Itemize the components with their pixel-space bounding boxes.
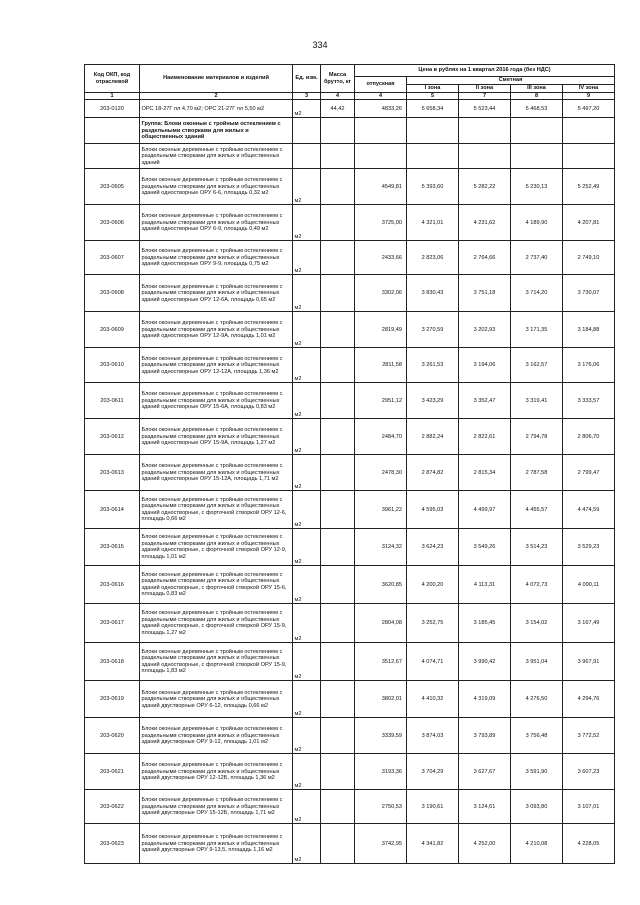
row-zone4-price: 3 730,07 [563,275,615,312]
row-mass [321,348,355,383]
row-zone2-price: 4 499,97 [459,491,511,529]
table-row [85,241,615,275]
row-code: 203-0616 [85,566,140,604]
row-name: Блоки оконные деревянные с тройным остеклением с раздельными створками для жилых и общественных зданий одностворные ОРУ 12-9А, площадь 1,01 м2 [140,312,293,348]
row-zone1-price: 3 874,03 [407,718,459,754]
row-unit: м2 [293,718,321,754]
col-number: 3 [293,93,321,100]
row-zone1-price: 3 423,29 [407,383,459,419]
row-unit: м2 [293,169,321,205]
row-unit: м2 [293,100,321,118]
row-zone2-price: 4 252,00 [459,824,511,864]
row-zone4-price: 5 497,20 [563,100,615,118]
row-release-price: 3802,01 [355,681,407,718]
row-release-price: 3124,32 [355,529,407,566]
row-zone2-price: 3 202,93 [459,312,511,348]
table-row [85,681,615,718]
header-zone4: IV зона [563,85,615,93]
table-row [85,790,615,824]
row-zone3-price: 3 756,48 [511,718,563,754]
row-zone1-price: 3 624,23 [407,529,459,566]
table-row [85,754,615,790]
row-unit: м2 [293,566,321,604]
row-zone2-price: 5 282,22 [459,169,511,205]
row-name: Блоки оконные деревянные с тройным остеклением с раздельными створками для жилых и общественных зданий одностворные, с форточной створкой ОРУ 12-6, площадь 0,66 м2 [140,491,293,529]
row-zone2-price: 3 124,61 [459,790,511,824]
row-name: Блоки оконные деревянные с тройным остеклением с раздельными створками для жилых и общественных зданий одностворные ОРУ 15-12А, площадь 1,71 м2 [140,455,293,491]
row-release-price: 4549,81 [355,169,407,205]
header-code: Код ОКП, код отраслевой [85,65,140,93]
col-number: 2 [140,93,293,100]
table-row [85,348,615,383]
row-code: 203-0623 [85,824,140,864]
row-release-price: 2951,12 [355,383,407,419]
row-unit: м2 [293,383,321,419]
row-zone4-price: 2 749,10 [563,241,615,275]
row-mass [321,566,355,604]
row-zone4-price: 4 090,11 [563,566,615,604]
page-number: 334 [312,40,328,50]
header-estimate: Сметная [407,77,615,85]
row-zone1-price: 5 393,60 [407,169,459,205]
row-mass [321,643,355,681]
row-zone2-price: 3 751,18 [459,275,511,312]
row-code: 203-0618 [85,643,140,681]
row-zone4-price: 4 207,81 [563,205,615,241]
row-code: 203-0606 [85,205,140,241]
row-unit: м2 [293,205,321,241]
row-zone4-price: 3 184,88 [563,312,615,348]
row-mass [321,419,355,455]
row-mass [321,455,355,491]
table-row [85,643,615,681]
row-unit: м2 [293,312,321,348]
row-zone4-price: 4 474,59 [563,491,615,529]
row-zone4-price: 3 333,57 [563,383,615,419]
header-zone2: II зона [459,85,511,93]
row-zone3-price: 4 189,90 [511,205,563,241]
row-zone1-price: 4 200,20 [407,566,459,604]
row-name: Блоки оконные деревянные с тройным остеклением с раздельными створками для жилых и общественных зданий двустворные ОРУ 9-12, площадь 1,01 м2 [140,718,293,754]
row-zone2-price: 5 523,44 [459,100,511,118]
row-unit: м2 [293,824,321,864]
row-release-price: 2478,30 [355,455,407,491]
row-unit: м2 [293,643,321,681]
row-unit: м2 [293,455,321,491]
row-zone1-price: 4 410,32 [407,681,459,718]
row-zone2-price: 3 549,26 [459,529,511,566]
row-zone2-price: 3 627,67 [459,754,511,790]
row-unit: м2 [293,604,321,643]
row-zone3-price: 5 468,53 [511,100,563,118]
row-release-price: 2433,66 [355,241,407,275]
row-release-price: 2804,08 [355,604,407,643]
row-name: Блоки оконные деревянные с тройным остеклением с раздельными створками для жилых и общественных зданий одностворные ОРУ 12-6А, площадь 0,65 м2 [140,275,293,312]
column-numbers-row [85,93,615,100]
row-code: 203-0619 [85,681,140,718]
row-zone2-price: 2 815,34 [459,455,511,491]
row-zone1-price: 3 704,29 [407,754,459,790]
row-zone1-price: 3 261,53 [407,348,459,383]
row-zone4-price: 3 176,06 [563,348,615,383]
row-name: Блоки оконные деревянные с тройным остеклением с раздельными створками для жилых и общественных зданий одностворные ОРУ 6-6, площадь 0,32 м2 [140,169,293,205]
table-row [85,455,615,491]
row-release-price: 3725,00 [355,205,407,241]
row-zone1-price: 5 658,34 [407,100,459,118]
row-unit: м2 [293,241,321,275]
row-zone4-price: 2 799,47 [563,455,615,491]
row-release-price: 3620,85 [355,566,407,604]
table-row [85,718,615,754]
table-row [85,205,615,241]
table-row [85,529,615,566]
row-zone4-price: 3 529,23 [563,529,615,566]
row-code: 203-0610 [85,348,140,383]
row-zone3-price: 3 162,57 [511,348,563,383]
row-zone3-price: 3 514,23 [511,529,563,566]
row-name: Блоки оконные деревянные с тройным остеклением с раздельными створками для жилых и общественных зданий двустворные ОРУ 6-12, площадь 0,66 м2 [140,681,293,718]
row-zone2-price: 3 990,42 [459,643,511,681]
row-name: Блоки оконные деревянные с тройным остеклением с раздельными створками для жилых и общественных зданий одностворные, с форточной створкой ОРУ 15-6, площадь 0,83 м2 [140,566,293,604]
row-release-price: 3961,22 [355,491,407,529]
row-name: Блоки оконные деревянные с тройным остеклением с раздельными створками для жилых и общественных зданий одностворные ОРУ 15-9А, площадь 1,27 м2 [140,419,293,455]
table-row [85,169,615,205]
row-code: 203-0607 [85,241,140,275]
row-zone3-price: 2 787,58 [511,455,563,491]
row-zone1-price: 2 823,06 [407,241,459,275]
group-title: Группа: Блоки оконные с тройным остеклением с раздельными створками для жилых и общественных зданий [140,118,293,144]
header-price-group: Цена в рублях на 1 квартал 2016 года (без НДС) [355,65,615,77]
row-zone2-price: 3 352,47 [459,383,511,419]
col-number: 9 [563,93,615,100]
row-release-price: 3742,95 [355,824,407,864]
row-mass [321,241,355,275]
row-release-price: 2750,53 [355,790,407,824]
row-code: 203-0613 [85,455,140,491]
row-code: 203-0605 [85,169,140,205]
table-row [85,824,615,864]
row-zone2-price: 3 194,06 [459,348,511,383]
row-name: Блоки оконные деревянные с тройным остеклением с раздельными створками для жилых и общественных зданий одностворные ОРУ 12-12А, площадь 1,36 м2 [140,348,293,383]
row-mass [321,169,355,205]
row-zone1-price: 3 190,61 [407,790,459,824]
header-zone1: I зона [407,85,459,93]
header-release: отпускная [355,77,407,93]
row-name: Блоки оконные деревянные с тройным остеклением с раздельными створками для жилых и общественных зданий одностворные, с форточной створкой ОРУ 15-9, площадь 1,27 м2 [140,604,293,643]
row-mass [321,275,355,312]
row-zone2-price: 4 231,62 [459,205,511,241]
col-number: 1 [85,93,140,100]
row-code: 203-0611 [85,383,140,419]
row-unit: м2 [293,529,321,566]
row-unit: м2 [293,491,321,529]
row-release-price: 3512,67 [355,643,407,681]
row-zone4-price: 3 107,01 [563,790,615,824]
price-table [84,64,615,864]
row-zone3-price: 2 794,78 [511,419,563,455]
row-code: 203-0622 [85,790,140,824]
row-name: Блоки оконные деревянные с тройным остеклением с раздельными створками для жилых и общественных зданий одностворные ОРУ 6-9, площадь 0,49 м2 [140,205,293,241]
header-name: Наименование материалов и изделий [140,65,293,93]
row-zone2-price: 2 764,66 [459,241,511,275]
row-zone4-price: 3 967,91 [563,643,615,681]
row-zone3-price: 2 737,40 [511,241,563,275]
row-unit: м2 [293,681,321,718]
row-code: 203-0615 [85,529,140,566]
row-unit: м2 [293,275,321,312]
row-mass [321,529,355,566]
row-name: Блоки оконные деревянные с тройным остеклением с раздельными створками для жилых и общественных зданий одностворные, с форточной створкой ОРУ 12-9, площадь 1,01 м2 [140,529,293,566]
row-zone4-price: 5 252,49 [563,169,615,205]
row-zone3-price: 4 072,73 [511,566,563,604]
row-zone3-price: 3 319,41 [511,383,563,419]
table-row [85,566,615,604]
row-code: 203-0621 [85,754,140,790]
table-row [85,144,615,169]
row-unit: м2 [293,790,321,824]
row-release-price: 4833,26 [355,100,407,118]
table-row [85,100,615,118]
row-release-price: 3302,06 [355,275,407,312]
col-number: 4 [355,93,407,100]
row-zone3-price: 3 093,80 [511,790,563,824]
row-zone2-price: 3 793,89 [459,718,511,754]
row-zone2-price: 3 185,45 [459,604,511,643]
row-zone3-price: 4 210,08 [511,824,563,864]
group-row [85,118,615,144]
row-code: 203-0620 [85,718,140,754]
row-name: ОРС 18-27Г пл 4,70 м2; ОРС 21-27Г пл 5,50 м2 [140,100,293,118]
col-number: 8 [511,93,563,100]
row-zone4-price: 2 806,70 [563,419,615,455]
table-row [85,383,615,419]
row-zone1-price: 3 252,75 [407,604,459,643]
row-code: 203-0617 [85,604,140,643]
header-zone3: III зона [511,85,563,93]
row-zone4-price: 3 167,49 [563,604,615,643]
row-release-price: 3193,36 [355,754,407,790]
row-name: Блоки оконные деревянные с тройным остеклением с раздельными створками для жилых и общественных зданий одностворные, с форточной створкой ОРУ 15-9, площадь 1,83 м2 [140,643,293,681]
row-zone3-price: 3 171,35 [511,312,563,348]
row-code: 203-0120 [85,100,140,118]
row-name: Блоки оконные деревянные с тройным остеклением с раздельными створками для жилых и общественных зданий двустворные ОРУ 9-13,5, площадь 1,16 м2 [140,824,293,864]
col-number: 5 [407,93,459,100]
table-row [85,604,615,643]
row-unit: м2 [293,754,321,790]
row-release-price: 2811,58 [355,348,407,383]
row-name: Блоки оконные деревянные с тройным остеклением с раздельными створками для жилых и общественных зданий одностворные ОРУ 9-9, площадь 0,75 м2 [140,241,293,275]
row-mass [321,824,355,864]
row-name: Блоки оконные деревянные с тройным остеклением с раздельными створками для жилых и общественных зданий двустворные ОРУ 15-12Б, площадь 1,71 м2 [140,790,293,824]
row-zone1-price: 3 270,59 [407,312,459,348]
row-zone1-price: 4 074,71 [407,643,459,681]
row-release-price: 3339,59 [355,718,407,754]
row-code: 203-0614 [85,491,140,529]
row-zone1-price: 4 595,03 [407,491,459,529]
row-zone4-price: 4 228,05 [563,824,615,864]
row-mass [321,383,355,419]
row-mass [321,754,355,790]
row-mass [321,491,355,529]
row-zone3-price: 3 154,02 [511,604,563,643]
row-code: 203-0608 [85,275,140,312]
table-row [85,491,615,529]
row-zone1-price: 4 341,82 [407,824,459,864]
row-zone1-price: 4 321,01 [407,205,459,241]
row-zone2-price: 4 319,09 [459,681,511,718]
row-zone4-price: 4 294,76 [563,681,615,718]
row-mass: 44,42 [321,100,355,118]
row-mass [321,681,355,718]
row-name: Блоки оконные деревянные с тройным остеклением с раздельными створками для жилых и общественных зданий одностворные ОРУ 15-6А, площадь 0,83 м2 [140,383,293,419]
row-zone3-price: 4 455,57 [511,491,563,529]
row-name: Блоки оконные деревянные с тройным остеклением с раздельными створками для жилых и общественных зданий [140,144,293,169]
row-zone4-price: 3 607,23 [563,754,615,790]
row-zone4-price: 3 772,52 [563,718,615,754]
row-zone2-price: 4 113,31 [459,566,511,604]
row-zone1-price: 2 874,82 [407,455,459,491]
row-mass [321,604,355,643]
row-zone2-price: 2 822,61 [459,419,511,455]
table-row [85,275,615,312]
row-zone3-price: 3 714,20 [511,275,563,312]
row-zone3-price: 3 591,90 [511,754,563,790]
header-mass: Масса брутто, кг [321,65,355,93]
row-zone3-price: 4 276,50 [511,681,563,718]
table-row [85,419,615,455]
row-mass [321,205,355,241]
row-zone3-price: 3 951,04 [511,643,563,681]
row-unit: м2 [293,419,321,455]
table-row [85,312,615,348]
row-zone1-price: 2 882,24 [407,419,459,455]
row-release-price: 2484,70 [355,419,407,455]
row-mass [321,790,355,824]
row-release-price: 2819,49 [355,312,407,348]
row-unit: м2 [293,348,321,383]
col-number: 4 [321,93,355,100]
row-code: 203-0612 [85,419,140,455]
row-zone3-price: 5 230,13 [511,169,563,205]
header-unit: Ед. изм. [293,65,321,93]
row-mass [321,312,355,348]
row-zone1-price: 3 830,43 [407,275,459,312]
row-name: Блоки оконные деревянные с тройным остеклением с раздельными створками для жилых и общественных зданий двустворные ОРУ 12-12Б, площадь 1,36 м2 [140,754,293,790]
row-mass [321,718,355,754]
col-number: 7 [459,93,511,100]
row-code: 203-0609 [85,312,140,348]
